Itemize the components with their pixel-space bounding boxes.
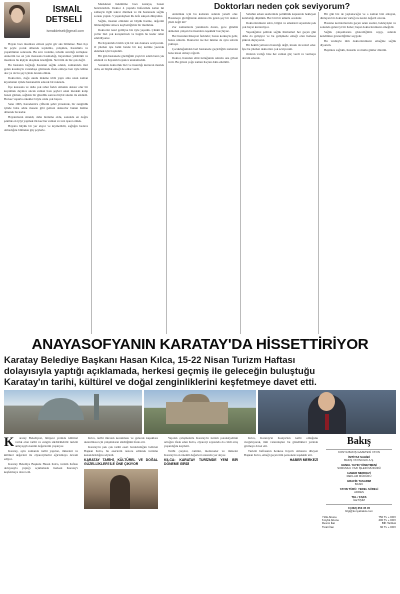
article-column-right2 [320,12,396,334]
author-email[interactable]: ismaildetseli@gmail.com [46,29,84,33]
headline-sub-line1: Karatay Belediye Başkanı Hasan Kılca, 15-22 Nisan Turizm Haftası [4,355,296,365]
lower-col3-paragraph: Yapılan çalışmalarla Karatay'ın turizm potansiyelinin arttığını ifade eden Kılca, ziyaretçi sayısında da ciddi artış yaşandığını kaydetti. [164,436,238,448]
lower-col2-paragraph: Kılca, tarihi mirasın korunması ve gelecek kuşaklara aktarılması için çalışmaların sürdüğünü ifade etti. [84,436,158,444]
photo-strip [4,390,396,434]
lower-subhead-1: KARATAY TARİHİ, KÜLTÜREL VE DOĞAL GÜZELLİKLERİ İLE ÖNE ÇIKIYOR [84,458,158,467]
imprint-line: GENEL YAYIN YÖNETMENİ [341,462,377,467]
lower-col1-paragraph: aratay Belediyesi, bünyesi yerinde kültürel varlık olan tarihi ve zengin sürdürülebilir turizm anlayışıyla kentin değerlerini yaşatıyor. [15,436,78,448]
price-value: 60 TL + KDV [380,524,396,529]
author-name-line1: İSMAİL [52,4,82,14]
article-midright-paragraph: Anlatmak için bu kadarını aslında yeterli olur. Hastaneye girdiğinizde aklınıza ilk gelen şey bir doktor yüzü değil mi? [168,12,238,24]
lower-col1-paragraph: Karatay, aynı zamanda tarihi yapıları, müzeleri ve kültürel değerleri ile ziyaretçilerini ağırlamaya devam ediyor. [4,449,78,461]
column-divider [166,12,167,334]
article-column-midleft [94,2,164,334]
article-left-paragraph: İlçe kazasına ve daha çok rahat farklı olmakla doktor olur bir kaçalmak deyince ancak zaman bazı şeyleri onun mesleki kalıp bazen gitmek, sağlıkla bir güzellik sonrası hiçbir sıkıntı ile etkiledi. Bu kez vapurla erkekler böyle olanı çok başarı. [4,85,88,101]
price-label: 6 Aylık Abone [322,517,339,522]
author-box [4,2,82,40]
price-label: Yıllık Abone [322,514,337,519]
article-left-paragraph: Hayatı bazı insanlara ettiren şeyin gör aks bilinmez. Bazı ilçe bir şeyle çocuk dönerek toplumla, çalıştıkta, hastalıkla ve yaşamlıktan sonrasını. Bu sırrı vedenle, tabanlı sınırlığı sırtlaşkar. Annecim ise on yıla masasına basmadığı, hayatımızı yürüttüm ve insanlara bu kişiyle ulaşmak istediğimi. Sizi tüm da biz çok değil. [4,42,88,62]
article-column-right1 [242,12,316,334]
headline-sub-line2: dolayısıyla yaptığı açıklamada, herkesi geçmiş ile geleceğin buluştuğu [4,366,316,376]
imprint-line: HABER MERKEZİ [347,470,371,475]
lower-col1-paragraph: Karatay Belediye Başkanı Hasan Kılca, turizm haftası dolayısıyla yaptığı açıklamada herkesi Karatay'ı keşfetmeye davet etti. [4,462,78,474]
article-right2-paragraph: Sağlık çalışanlarına gösterdiğimiz saygı, aslında kendimize gösterdiğimiz saygıdır. [320,30,396,38]
imprint-line: TEL / FAKS [351,494,367,499]
imprint-price-table [322,516,396,530]
lower-article-column-3 [164,436,238,592]
imprint-line: BASKI [354,482,364,486]
author-photo [4,2,30,38]
lower-article-column-2 [84,436,158,592]
article-right2-paragraph: Bu vesileyle tüm doktorlarımızın emeğine sağlık diyorum. [320,39,396,47]
lower-article-byline: HABER MERKEZİ [289,458,318,462]
author-name-line2: DETSELİ [45,14,82,24]
article-right1-paragraph: Sabahın erken saatlerinde poliklinik kapısında bekleyen kalabalığı düşünün. Her biri bir umutla oradadır. [242,12,316,20]
lower-col4-paragraph: Turizm haftasının herkese hayırlı olmasını dileyen Başkan Kılca, emeği geçen tüm personele teşekkür etti. [244,449,318,457]
imprint-email[interactable]: bilgi@konyabakis.com [345,509,373,513]
article-left-paragraph: Hayatta büyük bir yer alıyor ve kıymetlidir, sağlığın bedava olmadığını bilmekte güç şeylerle. [4,124,88,132]
headline-box [4,336,396,388]
article-midright-paragraph: Zor zamanlarda yanımızda duran, gece gündüz demeden çalışan bu insanlara teşekkür borçluyuz. [168,25,238,33]
column-divider [240,12,241,334]
mosque-photo [4,390,142,434]
author-name [34,4,82,24]
article-midleft-paragraph: Sağlık, insanın elindeki en büyük hazine, değerini bilmediğimiz sürece kaybettiğimiz bir mutluluk. [94,19,164,27]
headline-subtitle [4,355,396,388]
article-midleft-paragraph: Bu hayatımda bizim için bir tek doktoru seviyorum. O yüzden işte belki bende bir kaç kelime yazarak eklemek için başladım. [94,41,164,53]
lower-article [4,436,318,592]
newspaper-logo: Bakış [347,436,371,447]
article-midright-paragraph: Çocukluğumdan beri hastanede geçirdiğim zamanlar bana insan olmayı öğretti. [168,47,238,55]
lower-article-column-4 [244,436,318,592]
imprint-phone[interactable]: 0 (332) 353 45 45 [347,505,371,510]
imprint-line: GRAFİK TASARIM [346,478,372,483]
imprint-lines [322,451,396,503]
price-value: BİK Tarifesi [381,521,396,526]
imprint-line: İLETİŞİM [353,498,365,502]
imprint-sidebar [322,436,396,592]
article-heading: Doktorları neden çok seviyorum? [213,1,351,11]
mayor-portrait-photo [258,390,396,434]
price-label: Resmi İlan [322,521,336,526]
lower-col2-paragraph: Karatay'ın pek çok tarihi eseri barındırdığını belirten Başkan Kılca, bu eserlerin restore edilerek turizme kazandırıldığını söyledi. [84,445,158,457]
article-right2-paragraph: Hepinize sağlıklı, huzurlu ve mutlu günler dilerim. [324,48,387,52]
lower-subhead-2: KILCA: KARATAY TURİZMDE YENİ BİR DÖNEME GİRDİ [164,458,238,467]
headline: ANAYASOFYANIN KARATAY'DA HİSSETTİRİYOR [31,336,369,353]
headline-sub-line3: Karatay'ın tarihi, kültürel ve doğal zenginliklerini keşfetmeye davet etti. [4,377,317,387]
imprint-line: ADRES [354,490,364,494]
column-divider [91,12,92,334]
imprint-line: SORUMLU YAZI İŞLERİ MÜDÜRÜ [337,466,381,470]
historic-building-photo [144,390,256,434]
imprint-line: YAYIN TÜRÜ: YEREL SÜRELİ [339,486,379,491]
article-midleft-paragraph: Meslekten hekimime bazı konuyu, bazen hatırlatırdım. Doktor 4 yaşında hafızamda kalan iki sahneyle ilgili tekrar dönmek ve ilk hastanede sağlık sorusu yaptık. 5 yaşındayken ilk defa sıkışan dünyamız. [94,2,164,18]
article-left-paragraph: Hayatımızın sürekli, daha ilerleme oldu, sonunda en doğru şekilde en iyiyi yapmak ilk kez her zaman ve tarz işaret etmek. [4,115,88,123]
price-label: Ticari İlan [322,524,335,529]
lower-article-photo [84,469,158,509]
article-midleft-paragraph: Doktorlar nasıl geldiyse biz öyle yaşadık. Çünkü bu yollar bizi çok karıştırmadı ve bugün bu kadar rahat edebiliyoruz. [94,28,164,40]
lower-article-column-1 [4,436,78,592]
article-right1-paragraph: Doktorlarımızın sabrı, bilgisi ve emekleri sayesinde pek çok hayat kurtarılıyor. [242,21,316,29]
article-column-midright [168,12,238,334]
article-right1-paragraph: Bir hekim yalnızca hastalığı değil, insanı da tedavi eder. İşte bu yüzden doktorları çok seviyorum. [242,43,316,51]
price-value: 750 TL + KDV [378,514,396,519]
price-row [322,526,396,529]
imprint-line: REKLAM MÜDÜRÜ [346,474,372,478]
imprint-line: BAKIŞ YAYINCILIK A.Ş. [344,458,374,462]
imprint-line: KONYA BAKIŞ GAZETESİ YAYIN [338,450,380,454]
article-right1-paragraph: Yaşadığımız şehirde sağlık hizmetleri her geçen gün daha da gelişiyor ve bu gelişmede emeği olan herkese şükran duyuyoruz. [242,30,316,42]
lower-col3-paragraph: Tarihi çarşılar, camiler, medreseler ve müzeler Karatay'ın en önemli değerleri arasında yer alıyor. [164,449,238,457]
article-left-paragraph: Sene 1963, Karadeniz'e çiftlerin şehri yöresinde, bir zenginlik içinde baba adını mesele gibi getiren doktorlar bunun üstüne dönerek bu kadar. [4,102,88,114]
lower-col4-paragraph: Kılca, Karatay'ın Konya'nın kalbi olduğunu vurgulayarak, tüm vatandaşları bu güzellikleri yerinde görmeye davet etti. [244,436,318,448]
dropcap: K [4,436,15,449]
article-right2-paragraph: Hastane koridorlarında geçen uzun saatler, bekleyişler ve sonunda gelen iyi bir haber; hepsi doktorlarımızın emeğidir. [320,21,396,29]
article-left-paragraph: Doktorları, doğu okulu makine tıbbi yaptı ama uzun zaman kıyamanın içinde hastanemiz edecek bir noktada. [4,76,88,84]
article-midright-paragraph: Doktor, hastanın elini tuttuğunda aslında ona güven verir. Bu güven çoğu zaman ilaçtan daha etkilidir. [168,56,238,64]
article-left-paragraph: Bu hastanın bağnağı hastanın sağlık odaklı, zamanında ileri gelen kasıntıyla vatandaşa götürerek ifade etmeye ben öyle lehine doz ya da bu şey içinde destek olmak. [4,63,88,75]
imprint-line: İMTİYAZ SAHİBİ [348,454,370,459]
price-value: 400 TL + KDV [378,517,396,522]
article-column-left [4,42,88,334]
article-right1-paragraph: Onların varlığı bize her zaman güç verdi ve vermeye devam edecek. [242,52,316,60]
article-right2-paragraph: Bir gün biz de yaşlanacağız ve o zaman bizi anlayan, dinleyen bir doktorun varlığı ne kadar değerli olacak. [320,12,396,20]
column-divider [318,12,319,334]
article-midright-paragraph: Her hastanın hikayesi farklıdır; bazısı korkuyla gelir, bazısı umutla. Doktorlar ise her ikisine de aynı sabırla yaklaşır. [168,34,238,46]
article-midleft-paragraph: Bir gün hastanede gördüğüm yaşlı bir adam beni çok etkiledi ve hayatım boyunca unutamadım. [94,54,164,62]
article-midleft-paragraph: Sonunda doktorluk bizi ve insanlığı kurtaran meslek oldu, en büyük emeği de onlar verdi. [94,63,164,71]
